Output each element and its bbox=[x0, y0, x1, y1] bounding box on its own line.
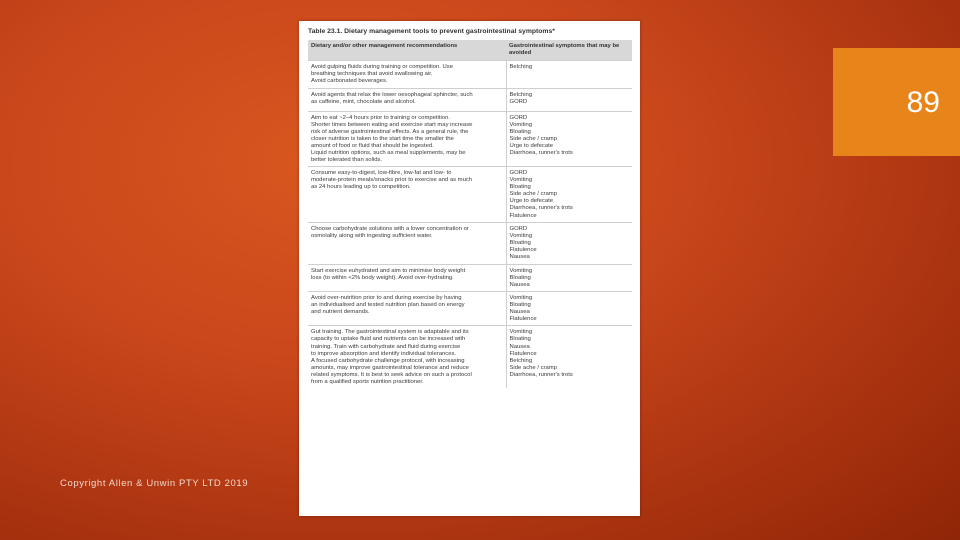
recommendation-text: Consume easy-to-digest, low-fibre, low-fat and low- to bbox=[311, 170, 452, 177]
recommendation-text: and nutrient demands. bbox=[311, 309, 370, 316]
recommendation-cell bbox=[308, 292, 506, 326]
table-row bbox=[308, 61, 632, 89]
symptoms-cell bbox=[506, 111, 632, 167]
recommendation-text: Gut training. The gastrointestinal system is adaptable and its bbox=[311, 329, 469, 336]
symptom-item: Bloating bbox=[509, 336, 531, 343]
symptoms-cell bbox=[506, 89, 632, 111]
recommendation-text: as 24 hours leading up to competition. bbox=[311, 184, 411, 191]
symptom-item: Bloating bbox=[509, 302, 531, 309]
recommendation-text: Start exercise euhydrated and aim to minimise body weight bbox=[311, 267, 466, 274]
symptom-item: Flatulence bbox=[509, 316, 537, 323]
symptom-item: Side ache / cramp bbox=[509, 135, 557, 142]
recommendation-text: as caffeine, mint, chocolate and alcohol. bbox=[311, 99, 416, 106]
symptom-item: Bloating bbox=[509, 184, 531, 191]
recommendation-cell bbox=[308, 61, 506, 89]
symptom-item: Diarrhoea, runner's trots bbox=[509, 371, 573, 378]
table-row bbox=[308, 222, 632, 264]
symptom-item: Flatulence bbox=[509, 246, 537, 253]
recommendation-cell bbox=[308, 167, 506, 223]
symptom-item: Flatulence bbox=[509, 212, 537, 219]
table-row bbox=[308, 264, 632, 291]
symptoms-cell bbox=[506, 222, 632, 264]
recommendation-text: Avoid carbonated beverages. bbox=[311, 78, 388, 85]
header-symptoms: Gastrointestinal symptoms that may be avoided bbox=[506, 40, 632, 61]
recommendation-text: capacity to uptake fluid and nutrients can be increased with bbox=[311, 336, 466, 343]
recommendation-text: moderate-protein meals/snacks prior to exercise and as much bbox=[311, 177, 473, 184]
recommendation-text: Shorter times between eating and exercise start may increase bbox=[311, 121, 473, 128]
recommendation-text: amounts, may improve gastrointestinal tolerance and reduce bbox=[311, 364, 469, 371]
recommendation-text: Avoid over-nutrition prior to and during exercise by having bbox=[311, 295, 462, 302]
symptom-item: Belching bbox=[509, 64, 533, 71]
symptoms-cell bbox=[506, 167, 632, 223]
recommendation-text: osmolality along with ingesting sufficient water. bbox=[311, 232, 433, 239]
symptom-item: Nausea bbox=[509, 309, 530, 316]
table-row bbox=[308, 111, 632, 167]
symptom-item: GORD bbox=[509, 99, 528, 106]
recommendation-text: Avoid gulping fluids during training or competition. Use bbox=[311, 64, 454, 71]
symptom-item: Diarrhoea, runner's trots bbox=[509, 205, 573, 212]
page-number-box bbox=[833, 48, 960, 156]
recommendation-text: an individualised and tested nutrition plan based on energy bbox=[311, 302, 465, 309]
table-body bbox=[308, 61, 632, 388]
symptoms-cell bbox=[506, 264, 632, 291]
symptom-item: Nausea bbox=[509, 253, 530, 260]
symptom-item: GORD bbox=[509, 170, 528, 177]
header-recommendations: Dietary and/or other management recommendations bbox=[308, 40, 506, 61]
symptom-item: Vomiting bbox=[509, 121, 533, 128]
symptom-item: Belching bbox=[509, 92, 533, 99]
symptom-item: Vomiting bbox=[509, 267, 533, 274]
recommendation-cell bbox=[308, 264, 506, 291]
dietary-table bbox=[308, 40, 632, 388]
table-header-row bbox=[308, 40, 632, 61]
recommendation-text: breathing techniques that avoid swallowing air. bbox=[311, 71, 433, 78]
symptom-item: Side ache / cramp bbox=[509, 364, 557, 371]
recommendation-cell bbox=[308, 222, 506, 264]
recommendation-cell bbox=[308, 111, 506, 167]
table-row bbox=[308, 167, 632, 223]
recommendation-cell bbox=[308, 89, 506, 111]
recommendation-text: Avoid agents that relax the lower oesophageal sphincter, such bbox=[311, 92, 473, 99]
page-number: 89 bbox=[906, 86, 940, 119]
recommendation-text: amount of food or fluid that should be ingested. bbox=[311, 142, 434, 149]
table-row bbox=[308, 326, 632, 388]
symptom-item: Vomiting bbox=[509, 329, 533, 336]
table-figure bbox=[299, 21, 640, 516]
recommendation-text: related symptoms. It is best to seek advice on such a protocol bbox=[311, 371, 472, 378]
copyright-notice: Copyright Allen & Unwin PTY LTD 2019 bbox=[60, 478, 249, 489]
symptom-item: Nausea bbox=[509, 343, 530, 350]
symptom-item: Side ache / cramp bbox=[509, 191, 557, 198]
recommendation-text: from a qualified sports nutrition practitioner. bbox=[311, 378, 424, 385]
recommendation-text: to improve absorption and identify individual tolerances. bbox=[311, 350, 457, 357]
recommendation-text: A focused carbohydrate challenge protocol, with increasing bbox=[311, 357, 465, 364]
symptom-item: GORD bbox=[509, 225, 528, 232]
symptom-item: GORD bbox=[509, 114, 528, 121]
symptoms-cell bbox=[506, 61, 632, 89]
table-row bbox=[308, 89, 632, 111]
recommendation-text: loss (to within <2% body weight). Avoid over-hydrating. bbox=[311, 274, 454, 281]
symptom-item: Diarrhoea, runner's trots bbox=[509, 149, 573, 156]
symptom-item: Belching bbox=[509, 357, 533, 364]
symptoms-cell bbox=[506, 326, 632, 388]
symptom-item: Vomiting bbox=[509, 232, 533, 239]
symptom-item: Vomiting bbox=[509, 177, 533, 184]
symptom-item: Urge to defecate bbox=[509, 142, 554, 149]
recommendation-text: closer nutrition is taken to the start time the smaller the bbox=[311, 135, 454, 142]
recommendation-text: better tolerated than solids. bbox=[311, 157, 383, 164]
recommendation-text: Liquid nutrition options, such as meal supplements, may be bbox=[311, 149, 466, 156]
table-row bbox=[308, 292, 632, 326]
recommendation-text: risk of adverse gastrointestinal effects. As a general rule, the bbox=[311, 128, 469, 135]
recommendation-text: Aim to eat ~2–4 hours prior to training or competition. bbox=[311, 114, 450, 121]
symptom-item: Vomiting bbox=[509, 295, 533, 302]
recommendation-text: training. Train with carbohydrate and fluid during exercise bbox=[311, 343, 461, 350]
recommendation-text: Choose carbohydrate solutions with a lower concentration or bbox=[311, 225, 469, 232]
symptom-item: Bloating bbox=[509, 128, 531, 135]
symptom-item: Flatulence bbox=[509, 350, 537, 357]
recommendation-cell bbox=[308, 326, 506, 388]
symptom-item: Urge to defecate bbox=[509, 198, 554, 205]
symptom-item: Bloating bbox=[509, 274, 531, 281]
table-caption: Table 23.1. Dietary management tools to prevent gastrointestinal symptoms* bbox=[308, 28, 555, 35]
symptom-item: Nausea bbox=[509, 281, 530, 288]
symptom-item: Bloating bbox=[509, 239, 531, 246]
symptoms-cell bbox=[506, 292, 632, 326]
